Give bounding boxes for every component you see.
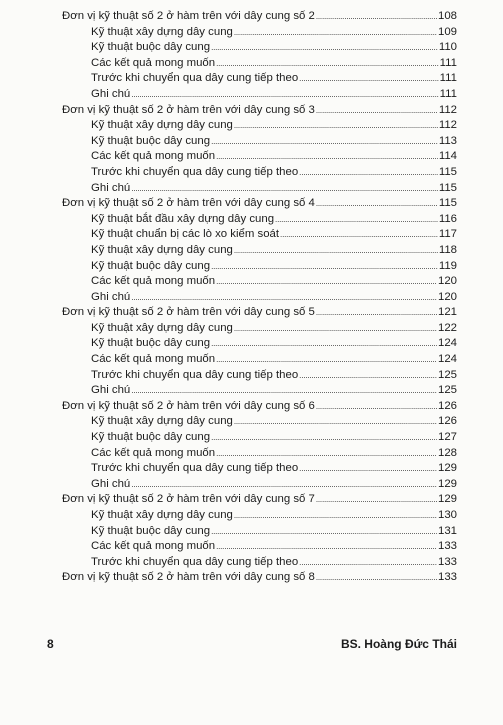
toc-entry-title: Ghi chú [91,290,131,303]
toc-entry-page: 113 [438,134,457,147]
toc-entry-page: 111 [439,72,457,85]
toc-entry-title: Trước khi chuyển qua dây cung tiếp theo [91,165,299,178]
toc-entry-title: Kỹ thuật xây dựng dây cung [91,415,233,428]
toc-section-entry [62,227,457,243]
toc-entry-title: Kỹ thuật xây dựng dây cung [91,243,233,256]
toc-leader-dots [316,196,438,212]
toc-section-entry [62,25,457,41]
toc-entry-page: 115 [438,181,457,194]
toc-leader-dots [131,383,437,399]
toc-entry-title: Kỹ thuật bắt đầu xây dựng dây cung [91,212,275,225]
toc-leader-dots [316,399,437,415]
toc-section-entry [62,368,457,384]
toc-entry-title: Kỹ thuật buộc dây cung [91,337,211,350]
toc-entry-page: 112 [438,103,457,116]
toc-chapter-entry [62,305,457,321]
toc-chapter-entry [62,399,457,415]
toc-leader-dots [131,477,437,493]
toc-leader-dots [216,274,437,290]
toc-entry-title: Đơn vị kỹ thuật số 2 ở hàm trên với dây cung số 6 [62,399,315,412]
page-number: 8 [47,637,54,651]
toc-entry-page: 108 [437,10,457,22]
toc-leader-dots [211,259,438,275]
toc-section-entry [62,383,457,399]
toc-entry-title: Trước khi chuyển qua dây cung tiếp theo [91,555,299,568]
toc-leader-dots [299,368,437,384]
toc-section-entry [62,118,457,134]
toc-entry-page: 114 [438,150,457,163]
toc-chapter-entry [62,492,457,508]
toc-leader-dots [275,212,438,228]
toc-section-entry [62,56,457,72]
toc-entry-title: Kỹ thuật xây dựng dây cung [91,321,233,334]
toc-entry-title: Trước khi chuyển qua dây cung tiếp theo [91,368,299,381]
toc-entry-title: Kỹ thuật xây dựng dây cung [91,25,233,38]
toc-section-entry [62,524,457,540]
toc-section-entry [62,40,457,56]
toc-section-entry [62,259,457,275]
table-of-contents [62,9,457,586]
toc-entry-title: Đơn vị kỹ thuật số 2 ở hàm trên với dây cung số 2 [62,10,315,22]
toc-leader-dots [316,9,437,25]
toc-leader-dots [234,25,437,41]
toc-leader-dots [216,446,437,462]
toc-entry-page: 125 [437,368,457,381]
toc-entry-page: 129 [437,493,457,506]
toc-leader-dots [211,134,438,150]
toc-leader-dots [299,165,438,181]
toc-entry-page: 118 [438,243,457,256]
toc-leader-dots [280,227,438,243]
toc-entry-title: Các kết quả mong muốn [91,275,216,288]
toc-entry-page: 121 [437,306,457,319]
toc-chapter-entry [62,196,457,212]
toc-leader-dots [234,321,437,337]
toc-section-entry [62,336,457,352]
toc-entry-page: 130 [437,509,457,521]
toc-section-entry [62,149,457,165]
toc-leader-dots [299,71,439,87]
toc-section-entry [62,414,457,430]
toc-section-entry [62,290,457,306]
toc-entry-page: 125 [437,384,457,397]
toc-leader-dots [211,524,437,540]
toc-leader-dots [299,555,437,571]
toc-entry-page: 111 [439,87,457,100]
toc-entry-page: 120 [437,275,457,288]
toc-entry-title: Kỹ thuật buộc dây cung [91,259,211,272]
toc-entry-page: 129 [437,477,457,490]
toc-section-entry [62,321,457,337]
toc-entry-page: 127 [437,431,457,444]
toc-leader-dots [211,430,437,446]
toc-section-entry [62,477,457,493]
toc-leader-dots [131,181,438,197]
toc-entry-page: 120 [437,290,457,303]
toc-section-entry [62,446,457,462]
toc-leader-dots [234,243,438,259]
toc-leader-dots [299,461,437,477]
toc-entry-title: Kỹ thuật buộc dây cung [91,431,211,444]
toc-section-entry [62,212,457,228]
toc-chapter-entry [62,103,457,119]
toc-leader-dots [216,539,437,555]
toc-entry-page: 112 [438,119,457,132]
toc-entry-title: Đơn vị kỹ thuật số 2 ở hàm trên với dây cung số 7 [62,493,315,506]
toc-section-entry [62,71,457,87]
toc-entry-title: Đơn vị kỹ thuật số 2 ở hàm trên với dây cung số 3 [62,103,315,116]
toc-leader-dots [316,570,437,586]
toc-section-entry [62,134,457,150]
toc-entry-page: 117 [438,228,457,241]
toc-leader-dots [234,118,438,134]
toc-entry-title: Kỹ thuật xây dựng dây cung [91,119,233,132]
author-name: BS. Hoàng Đức Thái [340,637,457,651]
toc-entry-title: Ghi chú [91,477,131,490]
toc-leader-dots [316,305,437,321]
toc-entry-page: 128 [437,446,457,459]
toc-section-entry [62,165,457,181]
toc-section-entry [62,461,457,477]
toc-leader-dots [211,40,438,56]
toc-chapter-entry [62,9,457,25]
toc-entry-title: Đơn vị kỹ thuật số 2 ở hàm trên với dây cung số 4 [62,197,315,210]
toc-entry-page: 115 [438,197,457,210]
toc-section-entry [62,274,457,290]
toc-section-entry [62,539,457,555]
toc-section-entry [62,430,457,446]
toc-entry-page: 116 [438,212,457,225]
toc-entry-title: Đơn vị kỹ thuật số 2 ở hàm trên với dây cung số 5 [62,306,315,319]
toc-entry-title: Trước khi chuyển qua dây cung tiếp theo [91,72,299,85]
toc-entry-title: Các kết quả mong muốn [91,56,216,69]
toc-entry-page: 126 [437,399,457,412]
toc-entry-title: Các kết quả mong muốn [91,540,216,553]
toc-entry-page: 124 [437,337,457,350]
toc-entry-title: Các kết quả mong muốn [91,353,216,366]
toc-chapter-entry [62,570,457,586]
toc-section-entry [62,555,457,571]
toc-entry-page: 133 [437,571,457,584]
toc-section-entry [62,181,457,197]
toc-entry-page: 115 [438,165,457,178]
toc-section-entry [62,352,457,368]
toc-entry-page: 133 [437,540,457,553]
toc-leader-dots [316,103,438,119]
toc-entry-page: 124 [437,353,457,366]
toc-entry-title: Kỹ thuật chuẩn bị các lò xo kiểm soát [91,228,280,241]
toc-entry-page: 110 [438,41,457,54]
toc-entry-page: 119 [438,259,457,272]
toc-leader-dots [234,414,437,430]
toc-entry-title: Kỹ thuật buộc dây cung [91,134,211,147]
toc-entry-page: 126 [437,415,457,428]
toc-entry-title: Các kết quả mong muốn [91,446,216,459]
toc-entry-title: Ghi chú [91,181,131,194]
toc-leader-dots [211,336,437,352]
toc-leader-dots [131,290,437,306]
toc-section-entry [62,508,457,524]
toc-leader-dots [216,352,437,368]
toc-section-entry [62,87,457,103]
toc-leader-dots [234,508,437,524]
toc-leader-dots [216,149,438,165]
toc-entry-page: 131 [437,524,457,537]
toc-entry-page: 133 [437,555,457,568]
toc-entry-title: Ghi chú [91,87,131,100]
toc-entry-title: Đơn vị kỹ thuật số 2 ở hàm trên với dây cung số 8 [62,571,315,584]
toc-entry-title: Trước khi chuyển qua dây cung tiếp theo [91,462,299,475]
toc-entry-title: Kỹ thuật xây dựng dây cung [91,509,233,521]
toc-leader-dots [316,492,437,508]
toc-entry-page: 111 [439,56,457,69]
toc-section-entry [62,243,457,259]
toc-leader-dots [216,56,439,72]
toc-entry-title: Ghi chú [91,384,131,397]
toc-entry-page: 129 [437,462,457,475]
toc-entry-page: 109 [437,25,457,38]
toc-entry-page: 122 [437,321,457,334]
toc-entry-title: Các kết quả mong muốn [91,150,216,163]
toc-entry-title: Kỹ thuật buộc dây cung [91,524,211,537]
toc-leader-dots [131,87,438,103]
toc-entry-title: Kỹ thuật buộc dây cung [91,41,211,54]
